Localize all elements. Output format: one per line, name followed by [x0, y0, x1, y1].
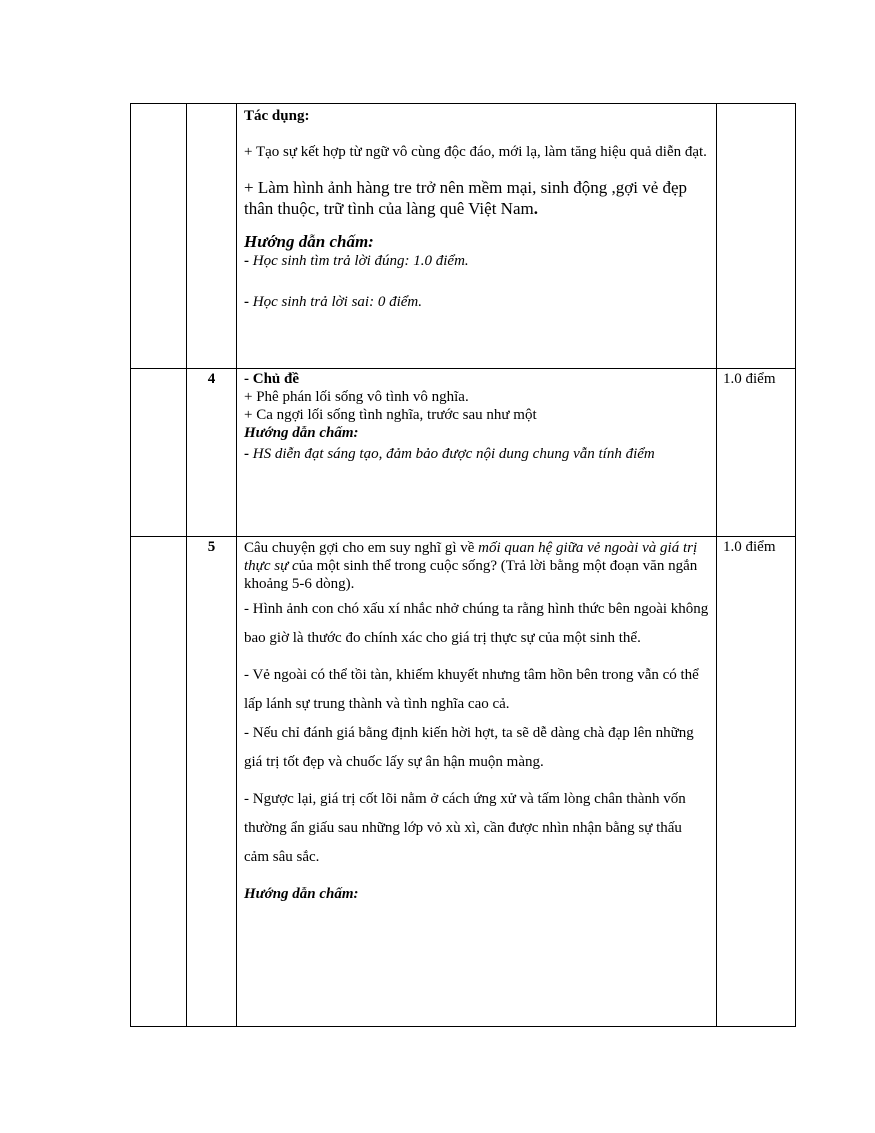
grading-guide-heading: Hướng dẫn chấm:	[244, 886, 359, 902]
answer-point-4: - Ngược lại, giá trị cốt lõi nằm ở cách ứng xử và tấm lòng chân thành vốn thường ẩn giấu sau những lớp vỏ xù xì, cần được nhìn nhận bằng sự thấu cảm sâu sắc.	[244, 791, 686, 865]
grading-guide-text	[244, 442, 710, 466]
question-part-2: ủa một sinh thể trong cuộc sống? (Trả lời bằng một đoạn văn ngắn khoảng 5-6 dòng).	[244, 558, 698, 592]
answer-point-1: - Hình ảnh con chó xấu xí nhắc nhở chúng ta rằng hình thức bên ngoài không bao giờ là thước đo chính xác cho giá trị thực sự của một sinh thể.	[244, 601, 709, 646]
question-number: 4	[187, 369, 237, 537]
effect-heading: Tác dụng:	[244, 108, 310, 124]
table-row	[131, 104, 796, 369]
answer-content-cell	[237, 104, 717, 369]
answer-content-cell	[237, 369, 717, 537]
grading-guide-heading: Hướng dẫn chấm:	[244, 425, 359, 441]
dash: -	[244, 446, 249, 462]
question-text	[244, 537, 710, 593]
question-number: 5	[187, 537, 237, 1027]
dash: -	[244, 253, 249, 269]
theme-heading: - Chủ đề	[244, 371, 300, 387]
effect-point-2-end: .	[533, 199, 538, 218]
effect-point-1: + Tạo sự kết hợp từ ngữ vô cùng độc đáo, mới lạ, làm tăng hiệu quả diễn đạt.	[244, 144, 707, 160]
grading-guide-correct-text: Học sinh tìm trả lời đúng: 1.0 điểm.	[249, 253, 469, 269]
answer-content-cell	[237, 537, 717, 1027]
blank-cell	[131, 104, 187, 369]
grading-guide-wrong	[244, 293, 710, 311]
grading-guide-correct	[244, 252, 710, 270]
answer-point-2: - Vẻ ngoài có thể tồi tàn, khiếm khuyết nhưng tâm hồn bên trong vẫn có thể lấp lánh sự trung thành và tình nghĩa cao cả.	[244, 667, 699, 712]
table-row	[131, 537, 796, 1027]
dash: -	[244, 294, 249, 310]
score-value: 1.0 điểm	[717, 537, 796, 1027]
theme-point-1: + Phê phán lối sống vô tình vô nghĩa.	[244, 389, 469, 405]
grading-guide-wrong-text: Học sinh trả lời sai: 0 điểm.	[249, 294, 422, 310]
effect-point-2-text: + Làm hình ảnh hàng tre trở nên mềm mại, sinh động ,gợi vẻ đẹp thân thuộc, trữ tình của làng quê Việt Nam	[244, 178, 688, 218]
blank-cell	[131, 537, 187, 1027]
effect-point-2	[244, 177, 710, 219]
theme-point-2: + Ca ngợi lối sống tình nghĩa, trước sau như một	[244, 407, 537, 423]
grading-guide-text-content: HS diễn đạt sáng tạo, đảm bảo được nội dung chung vẫn tính điểm	[249, 446, 655, 462]
score-cell	[717, 104, 796, 369]
table-row	[131, 369, 796, 537]
grading-guide-heading: Hướng dẫn chấm:	[244, 232, 374, 251]
question-number-cell	[187, 104, 237, 369]
answer-key-table	[130, 103, 796, 1027]
blank-cell	[131, 369, 187, 537]
question-part-emphasis: mối quan hệ giữa vẻ ngoài và giá trị thực sự c	[244, 540, 698, 574]
question-part-1: Câu chuyện gợi cho em suy nghĩ gì về	[244, 540, 479, 556]
score-value: 1.0 điểm	[717, 369, 796, 537]
answer-point-3: - Nếu chỉ đánh giá bằng định kiến hời hợt, ta sẽ dễ dàng chà đạp lên những giá trị tốt đẹp và chuốc lấy sự ân hận muộn màng.	[244, 725, 694, 770]
